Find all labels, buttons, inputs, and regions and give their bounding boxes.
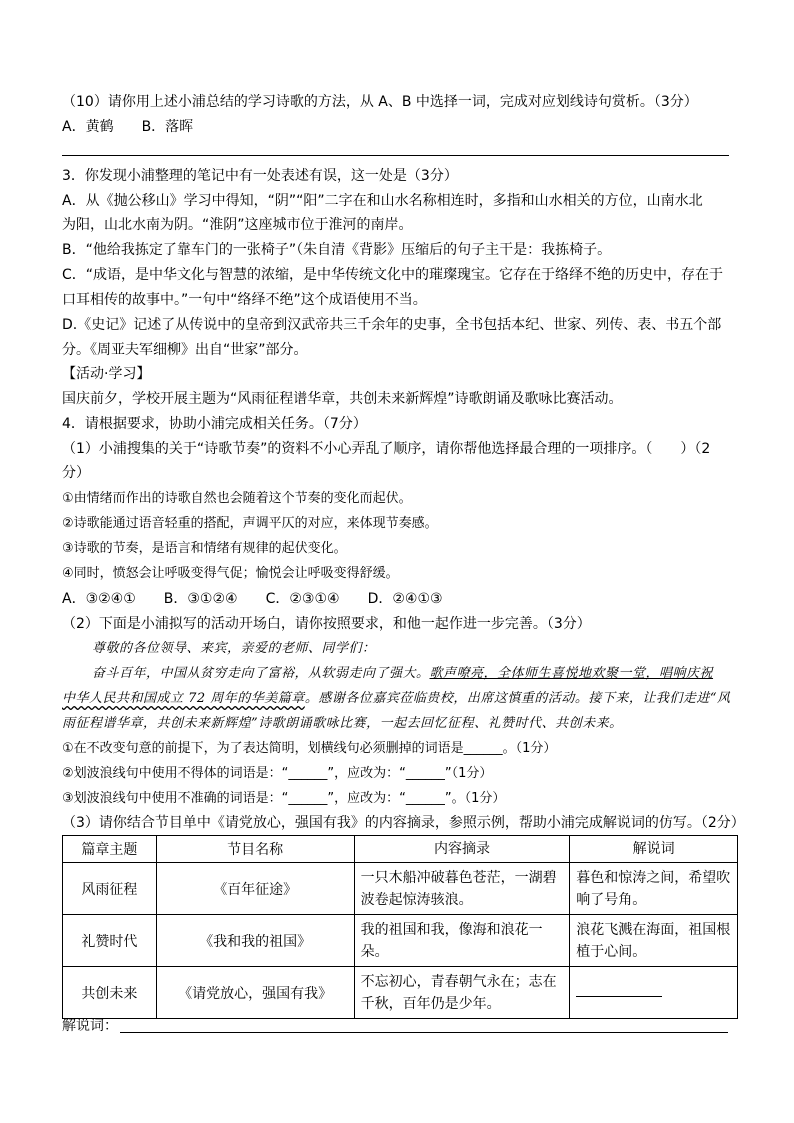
- cell-commentary: 浪花飞溅在海面，祖国根植于心间。: [570, 915, 738, 967]
- table-row: [63, 863, 738, 915]
- q3-option-c-line2: 口耳相传的故事中。”一句中“络绎不绝”这个成语使用不当。: [62, 292, 427, 308]
- cell-commentary-blank[interactable]: [570, 967, 738, 1019]
- q10-prompt: （10）请你用上述小浦总结的学习诗歌的方法，从 A、B 中选择一词，完成对应划线诗句赏析。（3分）: [62, 94, 698, 110]
- header-excerpt: 内容摘录: [354, 836, 570, 863]
- cell-program: 《我和我的祖国》: [156, 915, 354, 967]
- q3-option-a-line2: 为阳，山北水南为阴。“淮阴”这座城市位于淮河的南岸。: [62, 217, 413, 233]
- sub-question-1: ①在不改变句意的前提下，为了表达简明，划横线句必须删掉的词语是______。（1分）: [62, 741, 557, 756]
- answer-divider: [62, 155, 729, 156]
- answer-label: 解说词：: [62, 1018, 118, 1034]
- q4-part1-line2: 分）: [62, 465, 90, 481]
- header-program: 节目名称: [156, 836, 354, 863]
- speech-line-2: [62, 689, 742, 709]
- speech-plain-text: 奋斗百年，中国从贫穷走向了富裕，从软弱走向了强大。: [92, 666, 430, 681]
- cell-excerpt: 一只木船冲破暮色苍茫，一湖碧波卷起惊涛骇浪。: [354, 863, 570, 915]
- sub-question-3: ③划波浪线句中使用不准确的词语是：“______”，应改为：“______”。（1分）: [62, 791, 506, 806]
- header-commentary: 解说词: [570, 836, 738, 863]
- speech-line-3: 雨征程谱华章，共创未来新辉煌”诗歌朗诵歌咏比赛，一起去回忆征程、礼赞时代、共创未来。: [62, 716, 623, 731]
- speech-straight-underlined: 歌声嘹亮，全体师生喜悦地欢聚一堂，唱响庆祝: [429, 666, 714, 681]
- cell-theme: 共创未来: [63, 967, 157, 1019]
- cell-commentary: 暮色和惊涛之间，希望吹响了号角。: [570, 863, 738, 915]
- fill-in-line: [576, 982, 662, 997]
- activity-intro: 国庆前夕，学校开展主题为“风雨征程谱华章，共创未来新辉煌”诗歌朗诵及歌咏比赛活动。: [62, 391, 623, 407]
- table-row: [63, 915, 738, 967]
- cell-theme: 风雨征程: [63, 863, 157, 915]
- q4-title: 4．请根据要求，协助小浦完成相关任务。（7分）: [62, 416, 367, 432]
- cell-program: 《百年征途》: [156, 863, 354, 915]
- speech-greeting: 尊敬的各位领导、来宾，亲爱的老师、同学们：: [92, 641, 376, 656]
- sentence-4: ④同时，愤怒会让呼吸变得气促；愉悦会让呼吸变得舒缓。: [62, 566, 399, 581]
- q4-part3-prompt: （3）请你结合节目单中《请党放心，强国有我》的内容摘录，参照示例，帮助小浦完成解说词的仿写。（2分）: [62, 815, 745, 831]
- speech-line-1: [92, 664, 742, 684]
- q10-options: A．黄鹤 B．落晖: [62, 119, 194, 135]
- program-table: [62, 835, 738, 1019]
- cell-program: 《请党放心，强国有我》: [156, 967, 354, 1019]
- cell-theme: 礼赞时代: [63, 915, 157, 967]
- sub-question-2: ②划波浪线句中使用不得体的词语是：“______”，应改为：“______”（1分）: [62, 766, 493, 781]
- cell-excerpt: 不忘初心，青春朝气永在；志在千秋，百年仍是少年。: [354, 967, 570, 1019]
- q3-option-b: B．“他给我拣定了靠车门的一张椅子”（朱自清《背影》压缩后的句子主干是：我拣椅子。: [62, 242, 612, 258]
- answer-line[interactable]: [120, 1032, 728, 1033]
- table-row: [63, 967, 738, 1019]
- q3-option-d-line2: 分。《周亚夫军细柳》出自“世家”部分。: [62, 342, 308, 358]
- q4-part2-prompt: （2）下面是小浦拟写的活动开场白，请你按照要求，和他一起作进一步完善。（3分）: [62, 616, 591, 632]
- q3-option-c-line1: C．“成语，是中华文化与智慧的浓缩，是中华传统文化中的璀璨瑰宝。它存在于络绎不绝的历史中，存在于: [62, 267, 724, 283]
- sentence-1: ①由情绪而作出的诗歌自然也会随着这个节奏的变化而起伏。: [62, 491, 412, 506]
- cell-excerpt: 我的祖国和我，像海和浪花一朵。: [354, 915, 570, 967]
- speech-plain-text-2: 。感谢各位嘉宾莅临贵校，出席这慎重的活动。接下来，让我们走进“风: [304, 691, 731, 706]
- sentence-2: ②诗歌能通过语音轻重的搭配，声调平仄的对应，来体现节奏感。: [62, 516, 438, 531]
- q4-part1-options: A．③②④① B．③①②④ C．②③①④ D．②④①③: [62, 591, 443, 607]
- sentence-3: ③诗歌的节奏，是语言和情绪有规律的起伏变化。: [62, 541, 347, 556]
- speech-wavy-underlined: 中华人民共和国成立 72 周年的华美篇章: [62, 691, 305, 706]
- q3-option-d-line1: D.《史记》记述了从传说中的皇帝到汉武帝共三千余年的史事，全书包括本纪、世家、列传、表、书五个部: [62, 317, 722, 333]
- table-header-row: [63, 836, 738, 863]
- q4-part1-line1: （1）小浦搜集的关于“诗歌节奏”的资料不小心弄乱了顺序，请你帮他选择最合理的一项排序。（ ）（2: [62, 441, 711, 457]
- q3-title: 3．你发现小浦整理的笔记中有一处表述有误，这一处是（3分）: [62, 168, 458, 184]
- q3-option-a-line1: A．从《抛公移山》学习中得知，“阴”“阳”二字在和山水名称相连时，多指和山水相关的方位，山南水北: [62, 193, 703, 209]
- activity-heading: 【活动·学习】: [62, 366, 151, 382]
- header-theme: 篇章主题: [63, 836, 157, 863]
